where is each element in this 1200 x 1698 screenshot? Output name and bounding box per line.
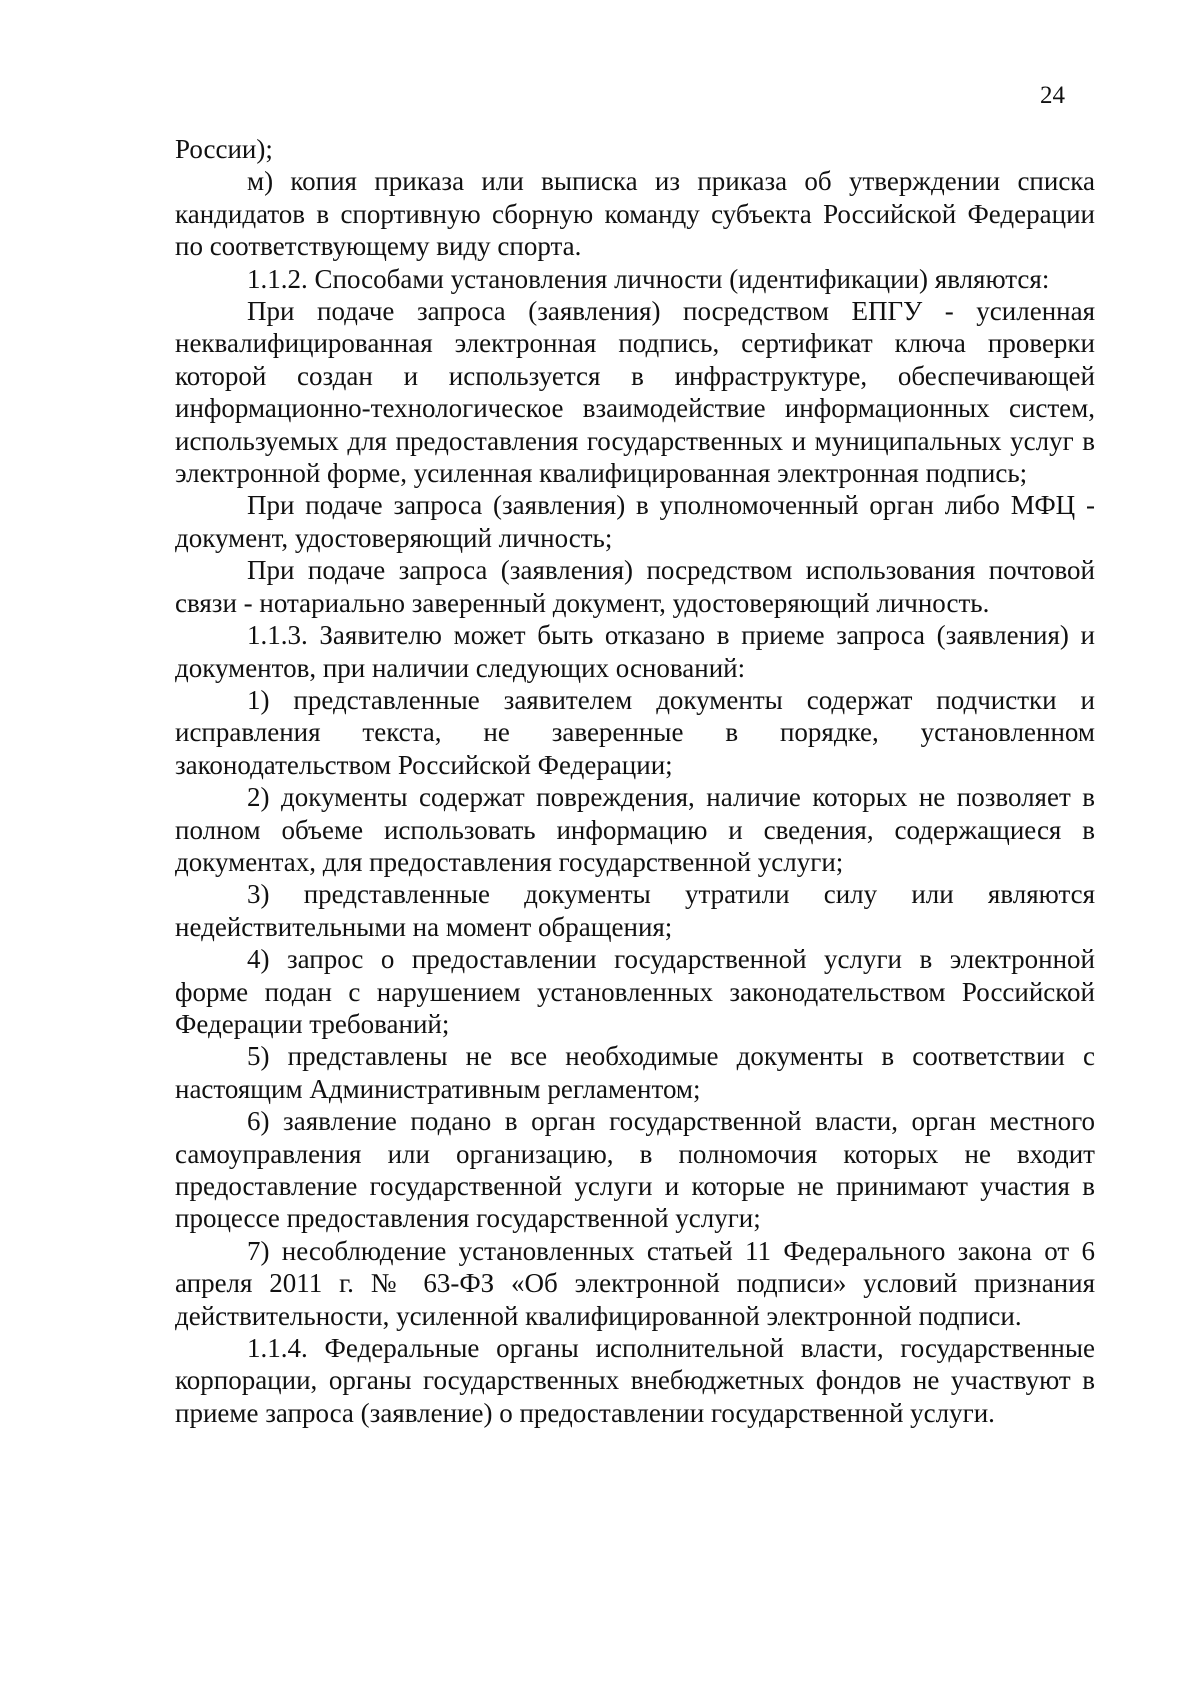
paragraph: 5) представлены не все необходимые документы в соответствии с настоящим Административным регламентом; — [175, 1041, 1095, 1104]
paragraph: 7) несоблюдение установленных статьей 11 Федерального закона от 6 апреля 2011 г. № 63-ФЗ «Об электронной подписи» условий признания действительности, усиленной квалифицированной электронной подписи. — [175, 1235, 1095, 1331]
paragraph: 1.1.3. Заявителю может быть отказано в приеме запроса (заявления) и документов, при наличии следующих оснований: — [175, 620, 1095, 683]
page-number: 24 — [1040, 82, 1065, 109]
paragraph: 1.1.4. Федеральные органы исполнительной власти, государственные корпорации, органы государственных внебюджетных фондов не участвуют в приеме запроса (заявление) о предоставлении государственной услуги. — [175, 1333, 1095, 1428]
paragraph: При подаче запроса (заявления) посредством использования почтовой связи - нотариально заверенный документ, удостоверяющий личность. — [175, 555, 1095, 618]
paragraph: м) копия приказа или выписка из приказа об утверждении списка кандидатов в спортивную сборную команду субъекта Российской Федерации по соответствующему виду спорта. — [175, 166, 1095, 262]
paragraph: 1) представленные заявителем документы содержат подчистки и исправления текста, не заверенные в порядке, установленном законодательством Российской Федерации; — [175, 684, 1095, 780]
paragraph: России); — [175, 134, 273, 164]
paragraph: 3) представленные документы утратили силу или являются недействительными на момент обращения; — [175, 879, 1095, 942]
paragraph: 1.1.2. Способами установления личности (идентификации) являются: — [247, 263, 1050, 294]
paragraph: При подаче запроса (заявления) посредством ЕПГУ - усиленная неквалифицированная электронная подпись, сертификат ключа проверки которой создан и используется в инфраструктуре, обеспечивающей информационно-технологическое взаимодействие информационных систем, используемых для предоставления государственных и муниципальных услуг в электронной форме, усиленная квалифицированная электронная подпись; — [175, 296, 1095, 489]
paragraph: При подаче запроса (заявления) в уполномоченный орган либо МФЦ - документ, удостоверяющий личность; — [175, 490, 1095, 553]
paragraph: 4) запрос о предоставлении государственной услуги в электронной форме подан с нарушением установленных законодательством Российской Федерации требований; — [175, 944, 1095, 1039]
document-body — [175, 133, 1095, 1429]
paragraph: 2) документы содержат повреждения, наличие которых не позволяет в полном объеме использовать информацию и сведения, содержащиеся в документах, для предоставления государственной услуги; — [175, 782, 1095, 877]
paragraph: 6) заявление подано в орган государственной власти, орган местного самоуправления или организацию, в полномочия которых не входит предоставление государственной услуги и которые не принимают участия в процессе предоставления государственной услуги; — [175, 1106, 1095, 1234]
